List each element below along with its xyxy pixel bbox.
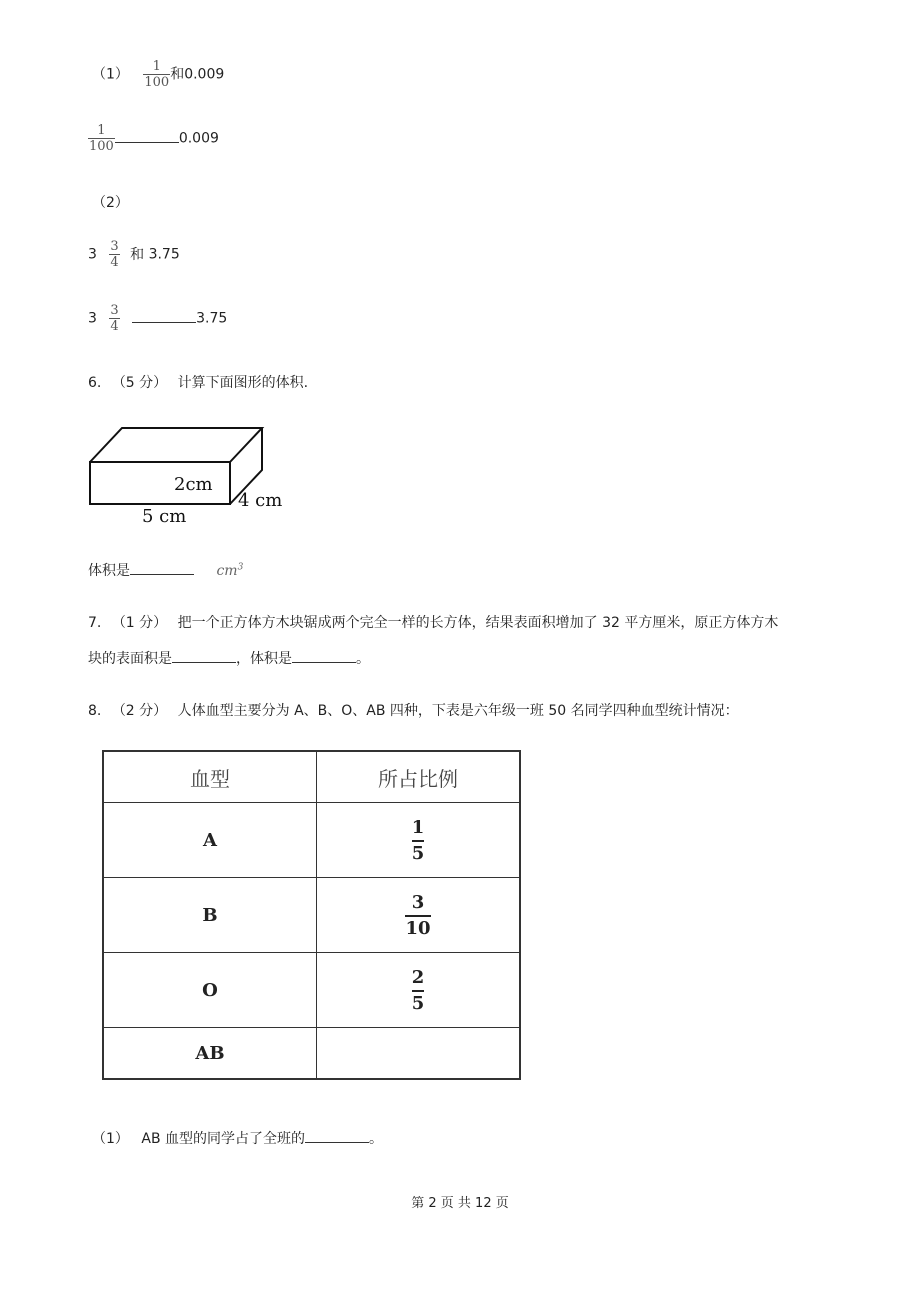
table-row: AB [103, 1028, 520, 1080]
q7-blank-volume[interactable] [292, 650, 356, 663]
height-label: 2cm [174, 474, 213, 495]
q5-frac-b-repeat: $\frac{3}{4}$ [110, 303, 119, 334]
q5-part2-compare: 3 $\frac{3}{4}$ 3.75 [88, 303, 228, 334]
ratio-fraction: $\frac{3}{10}$ [405, 891, 431, 939]
table-row: A $\frac{1}{5}$ [103, 803, 520, 878]
q5-part2-line: 3 $\frac{3}{4}$ 和 3.75 [88, 239, 180, 270]
q8-sub1-line: （1） AB 血型的同学占了全班的 。 [92, 1131, 384, 1147]
q5-frac-a-repeat: $\frac{1}{100}$ [89, 123, 114, 154]
depth-label: 4 cm [238, 490, 283, 511]
q5-answer-blank-1[interactable] [115, 130, 179, 143]
q7-blank-area[interactable] [172, 650, 236, 663]
ratio-fraction: $\frac{1}{5}$ [411, 816, 425, 864]
q8-sub1-blank[interactable] [305, 1130, 369, 1143]
q7-number: 7. [88, 615, 102, 631]
q5-part2-label: （2） [92, 195, 129, 211]
length-label: 5 cm [142, 506, 187, 527]
q8-score: （2 分） [111, 703, 168, 719]
q5-frac-a: $\frac{1}{100}$ [144, 59, 170, 90]
table-row: B $\frac{3}{10}$ [103, 878, 520, 953]
ratio-fraction: $\frac{2}{5}$ [411, 966, 425, 1014]
q8-number: 8. [88, 703, 102, 719]
q7-score: （1 分） [111, 615, 168, 631]
volume-unit: $cm^3$ [216, 562, 244, 579]
q7-line2: 块的表面积是 ，体积是 。 [88, 651, 370, 667]
q6-answer-blank[interactable] [130, 562, 194, 575]
table-row: O $\frac{2}{5}$ [103, 953, 520, 1028]
q7-line1: 7. （1 分） 把一个正方体方木块锯成两个完全一样的长方体，结果表面积增加了 32 平方厘米，原正方体方木 [88, 615, 779, 631]
page-footer: 第 2 页 共 12 页 [411, 1196, 509, 1211]
q6-number: 6. [88, 375, 102, 391]
q5-part1-compare: $\frac{1}{100}$ 0.009 [89, 123, 219, 154]
q5-part1-line [92, 60, 224, 89]
cuboid-top-face [90, 428, 262, 462]
q5-decimal-a: 0.009 [184, 66, 225, 83]
q5-part1-label: （1） [92, 66, 129, 83]
q6-text: 计算下面图形的体积. [177, 375, 309, 391]
q5-frac-b: $\frac{3}{4}$ [110, 239, 119, 270]
header-ratio: 所占比例 [317, 751, 521, 803]
q5-and-a: 和 [170, 66, 185, 83]
table-header-row [103, 751, 520, 803]
blood-type-table [102, 750, 521, 1080]
ab-ratio-empty-cell [317, 1028, 521, 1080]
cuboid-figure [80, 420, 300, 530]
q5-answer-blank-2[interactable] [132, 310, 196, 323]
header-blood-type: 血型 [103, 751, 317, 803]
q6-heading [88, 372, 308, 392]
q6-score: （5 分） [111, 375, 168, 391]
q8-heading: 8. （2 分） 人体血型主要分为 A、B、O、AB 四种，下表是六年级一班 50 名同学四种血型统计情况： [88, 703, 739, 719]
q6-answer-line: 体积是 $cm^3$ [88, 562, 244, 579]
